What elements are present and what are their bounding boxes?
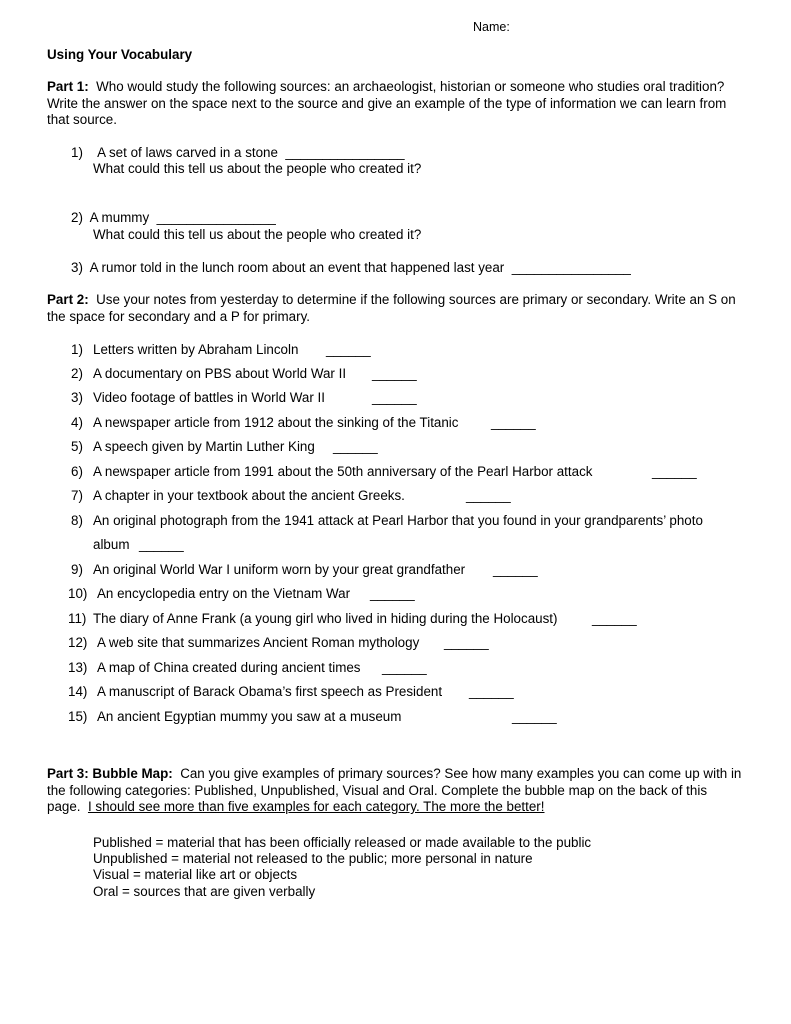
part2-item-1-number: 1) [71,342,83,357]
part2-item-13-answer-blank[interactable]: ______ [382,660,427,675]
worksheet-title: Using Your Vocabulary [47,47,193,62]
part2-item-7-answer-blank[interactable]: ______ [466,488,511,503]
item-text: A mummy [89,210,150,225]
part2-item-12-number: 12) [68,635,88,650]
name-label: Name: [473,20,510,34]
definition-published: Published = material that has been officially released or made available to the public [93,835,592,850]
part2-item-3-number: 3) [71,390,83,405]
part2-item-4-number: 4) [71,415,83,430]
part2-item-11-answer-blank[interactable]: ______ [592,611,637,626]
definition-visual: Visual = material like art or objects [93,867,298,882]
part2-item-7-number: 7) [71,488,83,503]
part2-item-8-answer-blank[interactable]: ______ [139,537,184,552]
part2-item-13-number: 13) [68,660,88,675]
answer-blank[interactable]: ________________ [156,210,276,225]
answer-blank[interactable]: ________________ [285,145,405,160]
part2-item-10-number: 10) [68,586,88,601]
part2-item-4-answer-blank[interactable]: ______ [491,415,536,430]
part2-item-11-text: The diary of Anne Frank (a young girl who lived in hiding during the Holocaust) [93,611,558,626]
part2-item-6-number: 6) [71,464,83,479]
part3-instructions [47,766,747,816]
part2-item-4-text: A newspaper article from 1912 about the sinking of the Titanic [93,415,459,430]
part2-item-9-number: 9) [71,562,83,577]
part1-item-3 [71,260,631,275]
part2-item-6-answer-blank[interactable]: ______ [652,464,697,479]
part2-item-14-number: 14) [68,684,88,699]
answer-blank[interactable]: ________________ [511,260,631,275]
part2-item-2-answer-blank[interactable]: ______ [372,366,417,381]
part1-item-1 [71,145,405,160]
part3-text: Can you give examples of primary sources? See how many examples you can come up with in the following categories: Published, Unpublished, Visual and Oral. Complete the bubble map on the back of this page. [47,766,742,814]
part2-item-5-text: A speech given by Martin Luther King [93,439,315,454]
part2-item-9-answer-blank[interactable]: ______ [493,562,538,577]
part2-item-3-text: Video footage of battles in World War II [93,390,325,405]
definition-unpublished: Unpublished = material not released to the public; more personal in nature [93,851,533,866]
part2-item-12-text: A web site that summarizes Ancient Roman mythology [97,635,420,650]
item-text: A rumor told in the lunch room about an event that happened last year [89,260,505,275]
part2-text: Use your notes from yesterday to determine if the following sources are primary or secondary. Write an S on the space for secondary and a P for primary. [47,292,736,324]
item-number: 1) [71,145,83,160]
part2-item-11-number: 11) [68,611,87,626]
part1-label: Part 1: [47,79,89,94]
part2-item-15-answer-blank[interactable]: ______ [512,709,557,724]
part2-item-14-answer-blank[interactable]: ______ [469,684,514,699]
part2-item-1-text: Letters written by Abraham Lincoln [93,342,299,357]
part1-item-1-followup: What could this tell us about the people who created it? [93,161,422,176]
part1-item-2 [71,210,276,225]
part2-item-15-number: 15) [68,709,88,724]
item-number: 3) [71,260,83,275]
part3-label: Part 3: Bubble Map: [47,766,173,781]
part2-item-2-text: A documentary on PBS about World War II [93,366,347,381]
part2-item-5-answer-blank[interactable]: ______ [333,439,378,454]
part1-text: Who would study the following sources: an archaeologist, historian or someone who studies oral tradition? Write the answer on the space next to the source and give an example of the type of information we can learn from that source. [47,79,727,127]
part2-item-8-text: An original photograph from the 1941 attack at Pearl Harbor that you found in your grandparents’ photo [93,513,703,528]
part2-label: Part 2: [47,292,89,307]
part3-emphasis: I should see more than five examples for each category. The more the better! [87,799,545,814]
part2-item-8-number: 8) [71,513,83,528]
item-number: 2) [71,210,83,225]
part2-item-6-text: A newspaper article from 1991 about the 50th anniversary of the Pearl Harbor attack [93,464,593,479]
part1-instructions [47,79,747,129]
part2-item-10-text: An encyclopedia entry on the Vietnam War [97,586,351,601]
part1-item-2-followup: What could this tell us about the people who created it? [93,227,422,242]
part2-item-13-text: A map of China created during ancient times [97,660,361,675]
part2-item-8-text-continued: album [93,537,130,552]
part2-item-3-answer-blank[interactable]: ______ [372,390,417,405]
item-text: A set of laws carved in a stone [97,145,278,160]
definition-oral: Oral = sources that are given verbally [93,884,316,899]
part2-item-14-text: A manuscript of Barack Obama’s first speech as President [97,684,443,699]
part2-instructions [47,292,747,325]
part2-item-2-number: 2) [71,366,83,381]
part2-item-10-answer-blank[interactable]: ______ [370,586,415,601]
part2-item-15-text: An ancient Egyptian mummy you saw at a museum [97,709,402,724]
part2-item-1-answer-blank[interactable]: ______ [326,342,371,357]
part2-item-7-text: A chapter in your textbook about the ancient Greeks. [93,488,405,503]
part2-item-5-number: 5) [71,439,83,454]
part2-item-9-text: An original World War I uniform worn by your great grandfather [93,562,466,577]
part2-item-12-answer-blank[interactable]: ______ [444,635,489,650]
